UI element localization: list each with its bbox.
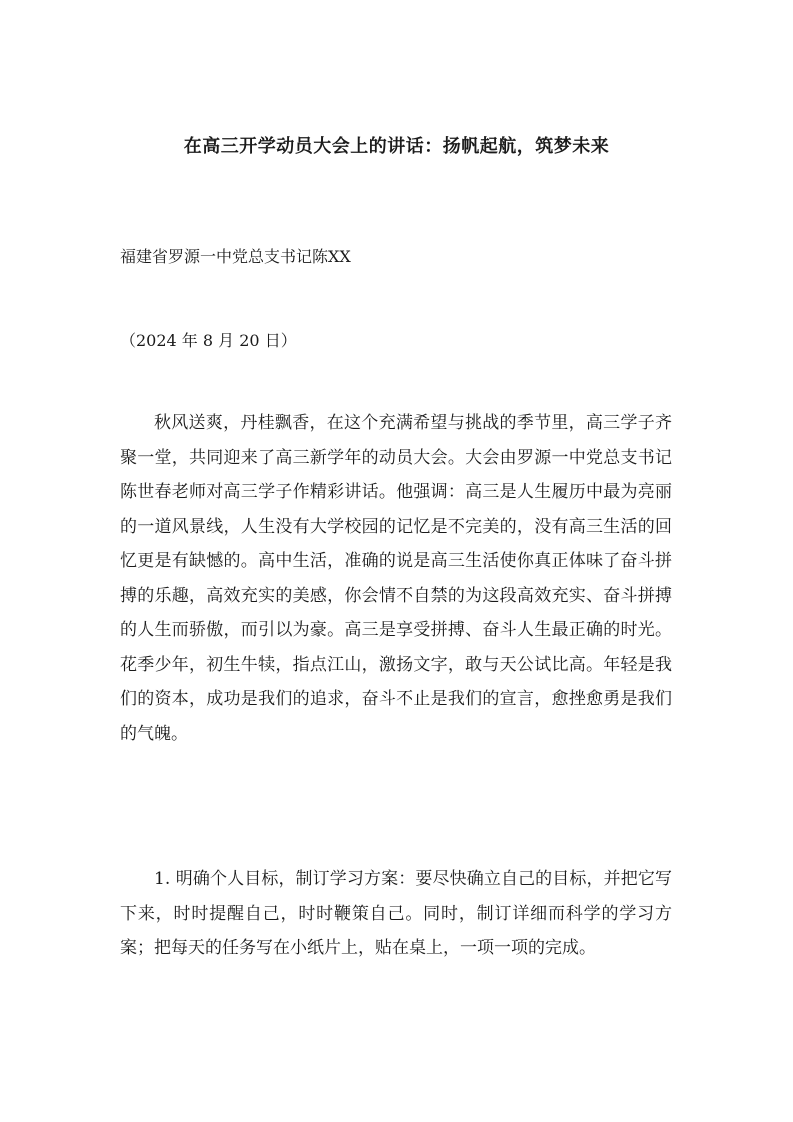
document-title: 在高三开学动员大会上的讲话：扬帆起航，筑梦未来 <box>183 136 610 157</box>
body-paragraph-1: 秋风送爽，丹桂飘香，在这个充满希望与挑战的季节里，高三学子齐聚一堂，共同迎来了高三新学年的动员大会。大会由罗源一中党总支书记陈世春老师对高三学子作精彩讲话。他强调：高三是人生履历中最为亮丽的一道风景线，人生没有大学校园的记忆是不完美的，没有高三生活的回忆更是有缺憾的。高中生活，准确的说是高三生活使你真正体味了奋斗拼搏的乐趣，高效充实的美感，你会情不自禁的为这段高效充实、奋斗拼搏的人生而骄傲，而引以为豪。高三是享受拼搏、奋斗人生最正确的时光。花季少年，初生牛犊，指点江山，激扬文字，敢与天公试比高。年轻是我们的资本，成功是我们的追求，奋斗不止是我们的宣言，愈挫愈勇是我们的气魄。 <box>120 413 672 744</box>
date-line: （2024 年 8 月 20 日） <box>120 331 297 350</box>
author-line: 福建省罗源一中党总支书记陈XX <box>120 247 351 266</box>
body-paragraph-2: 1. 明确个人目标，制订学习方案：要尽快确立自己的目标，并把它写下来，时时提醒自己，时时鞭策自己。同时，制订详细而科学的学习方案；把每天的任务写在小纸片上，贴在桌上，一项一项的完成。 <box>120 869 672 958</box>
